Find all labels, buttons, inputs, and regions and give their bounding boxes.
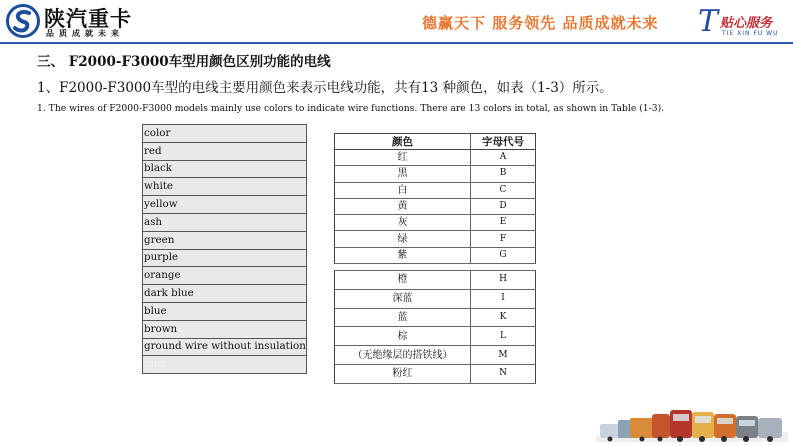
english-color-table (142, 124, 307, 374)
brand-subtitle: 品质成就未来 (46, 29, 124, 38)
table-cell: white (143, 178, 307, 196)
table-row (143, 213, 307, 231)
column-header-code: 字母代号 (471, 134, 536, 150)
page-header (0, 0, 793, 44)
table-cell: color (143, 125, 307, 143)
code-cell: F (471, 231, 536, 247)
table-row (335, 182, 536, 198)
color-cell: 粉红 (335, 364, 471, 383)
table-cell: green (143, 231, 307, 249)
table-row (143, 196, 307, 214)
color-cell: （无绝缘层的搭铁线） (335, 346, 471, 365)
color-cell: 红 (335, 150, 471, 166)
code-cell: A (471, 150, 536, 166)
table-row (143, 338, 307, 356)
header-slogan: 德赢天下 服务领先 品质成就未来 (422, 14, 659, 32)
table-cell: purple (143, 249, 307, 267)
table-row (335, 215, 536, 231)
table-row (335, 271, 536, 290)
table-cell: red (143, 142, 307, 160)
table-row (335, 289, 536, 308)
table-header-row (335, 134, 536, 150)
chinese-color-table-lower (334, 270, 536, 384)
section-heading: 三、 F2000-F3000车型用颜色区别功能的电线 (37, 54, 331, 70)
paragraph-english: 1. The wires of F2000-F3000 models mainly use colors to indicate wire functions. There are 13 colors in total, as shown in Table (1-3). (37, 103, 665, 114)
color-cell: 橙 (335, 271, 471, 290)
table-row (335, 247, 536, 263)
table-row (335, 198, 536, 214)
code-cell: E (471, 215, 536, 231)
table-row (143, 160, 307, 178)
color-cell: 深蓝 (335, 289, 471, 308)
table-row (143, 356, 307, 374)
code-cell: K (471, 308, 536, 327)
color-cell: 灰 (335, 215, 471, 231)
color-cell: 棕 (335, 327, 471, 346)
code-cell: L (471, 327, 536, 346)
service-logo-pinyin: TIE XIN FU WU (722, 30, 779, 37)
table-row (143, 320, 307, 338)
table-cell: yellow (143, 196, 307, 214)
table-row (143, 249, 307, 267)
table-row (335, 231, 536, 247)
color-cell: 黄 (335, 198, 471, 214)
code-cell: N (471, 364, 536, 383)
service-logo-text: 贴心服务 (720, 16, 773, 31)
table-row (335, 166, 536, 182)
paragraph-chinese: 1、F2000-F3000车型的电线主要用颜色来表示电线功能，共有13 种颜色，如表（1-3）所示。 (37, 80, 613, 96)
code-cell: C (471, 182, 536, 198)
color-cell: 白 (335, 182, 471, 198)
table-row (335, 308, 536, 327)
table-row (335, 364, 536, 383)
brand-name: 陕汽重卡 (44, 7, 132, 31)
service-logo (694, 6, 790, 40)
service-logo-initial: T (698, 4, 719, 39)
table-cell: ground wire without insulation (143, 338, 307, 356)
table-row (335, 346, 536, 365)
code-cell: B (471, 166, 536, 182)
code-cell: H (471, 271, 536, 290)
table-cell: black (143, 160, 307, 178)
table-cell: pink (143, 356, 307, 374)
color-cell: 黑 (335, 166, 471, 182)
shaanxi-logo-icon (6, 4, 40, 38)
table-row (143, 302, 307, 320)
table-row (143, 178, 307, 196)
table-row (143, 231, 307, 249)
table-cell: orange (143, 267, 307, 285)
truck-fleet-illustration (596, 402, 788, 442)
table-cell: dark blue (143, 285, 307, 303)
color-cell: 绿 (335, 231, 471, 247)
table-row (143, 142, 307, 160)
table-cell: ash (143, 213, 307, 231)
code-cell: M (471, 346, 536, 365)
code-cell: D (471, 198, 536, 214)
table-row (143, 267, 307, 285)
header-divider (0, 42, 793, 44)
code-cell: I (471, 289, 536, 308)
column-header-color: 颜色 (335, 134, 471, 150)
color-cell: 蓝 (335, 308, 471, 327)
color-cell: 紫 (335, 247, 471, 263)
code-cell: G (471, 247, 536, 263)
table-row (143, 285, 307, 303)
table-row (143, 125, 307, 143)
chinese-color-table-upper (334, 133, 536, 264)
table-row (335, 327, 536, 346)
table-row (335, 150, 536, 166)
table-cell: brown (143, 320, 307, 338)
table-cell: blue (143, 302, 307, 320)
